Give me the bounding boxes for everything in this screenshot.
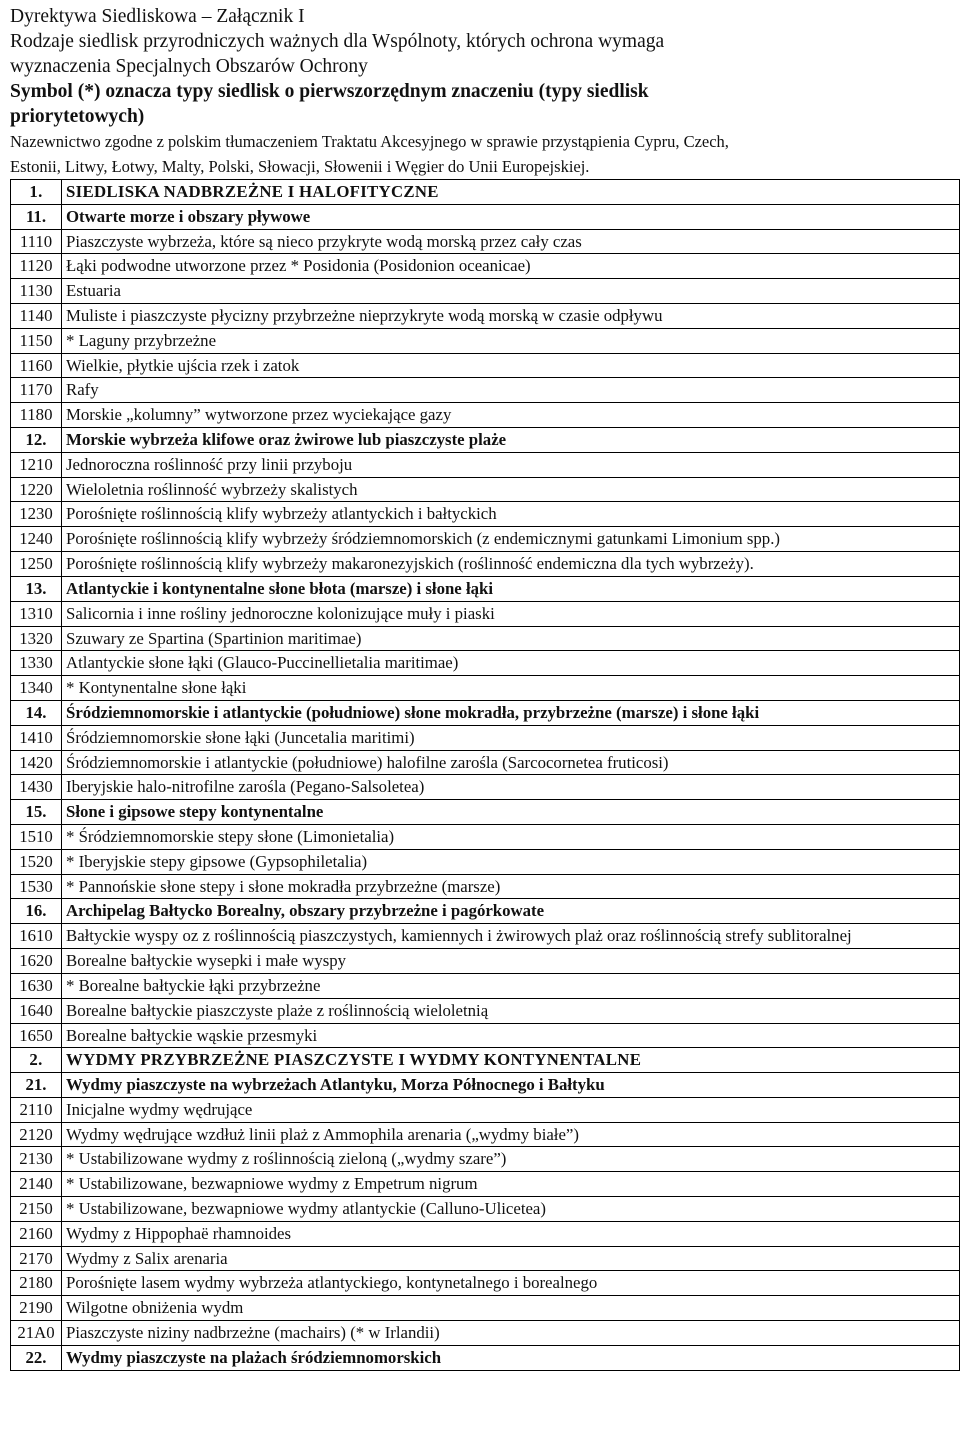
habitat-code: 1170 [11, 378, 62, 403]
habitat-code: 1210 [11, 452, 62, 477]
priority-note-line2: priorytetowych) [10, 106, 145, 127]
habitat-code: 1430 [11, 775, 62, 800]
priority-note-line1: Symbol (*) oznacza typy siedlisk o pierwszorzędnym znaczeniu (typy siedlisk [10, 81, 649, 102]
habitat-code: 1620 [11, 949, 62, 974]
naming-note-line1: Nazewnictwo zgodne z polskim tłumaczeniem Traktatu Akcesyjnego w sprawie przystąpienia Cypru, Czech, [10, 132, 729, 151]
habitat-table [10, 179, 960, 1371]
habitat-code: 2160 [11, 1221, 62, 1246]
habitat-code: 1420 [11, 750, 62, 775]
table-row [11, 328, 960, 353]
habitat-name: Jednoroczna roślinność przy linii przyboju [62, 452, 960, 477]
subsection-row [11, 1345, 960, 1370]
habitat-name: SIEDLISKA NADBRZEŻNE I HALOFITYCZNE [62, 180, 960, 205]
habitat-name: Rafy [62, 378, 960, 403]
habitat-name: Wilgotne obniżenia wydm [62, 1296, 960, 1321]
habitat-name: Iberyjskie halo-nitrofilne zarośla (Pegano-Salsoletea) [62, 775, 960, 800]
habitat-name: Porośnięte roślinnością klify wybrzeży makaronezyjskich (roślinność endemiczna dla tych wybrzeży). [62, 552, 960, 577]
habitat-code: 1310 [11, 601, 62, 626]
habitat-name: Borealne bałtyckie piaszczyste plaże z roślinnością wieloletnią [62, 998, 960, 1023]
habitat-name: * Pannońskie słone stepy i słone mokradła przybrzeżne (marsze) [62, 874, 960, 899]
habitat-name: Słone i gipsowe stepy kontynentalne [62, 800, 960, 825]
habitat-code: 1180 [11, 403, 62, 428]
table-row [11, 775, 960, 800]
subsection-row [11, 800, 960, 825]
habitat-name: * Śródziemnomorskie stepy słone (Limonietalia) [62, 824, 960, 849]
habitat-name: Piaszczyste wybrzeża, które są nieco przykryte wodą morską przez cały czas [62, 229, 960, 254]
table-row [11, 477, 960, 502]
table-row [11, 750, 960, 775]
table-row [11, 303, 960, 328]
table-row [11, 824, 960, 849]
document-subtitle-line2: wyznaczenia Specjalnych Obszarów Ochrony [10, 56, 368, 77]
habitat-name: Śródziemnomorskie słone łąki (Juncetalia maritimi) [62, 725, 960, 750]
habitat-name: WYDMY PRZYBRZEŻNE PIASZCZYSTE I WYDMY KONTYNENTALNE [62, 1048, 960, 1073]
subsection-row [11, 427, 960, 452]
table-row [11, 1271, 960, 1296]
habitat-name: * Ustabilizowane wydmy z roślinnością zieloną („wydmy szare”) [62, 1147, 960, 1172]
habitat-code: 1130 [11, 279, 62, 304]
habitat-code: 2. [11, 1048, 62, 1073]
table-row [11, 1296, 960, 1321]
habitat-code: 1640 [11, 998, 62, 1023]
habitat-name: Wydmy z Hippophaë rhamnoides [62, 1221, 960, 1246]
table-row [11, 849, 960, 874]
habitat-code: 2120 [11, 1122, 62, 1147]
habitat-name: Wydmy wędrujące wzdłuż linii plaż z Ammophila arenaria („wydmy białe”) [62, 1122, 960, 1147]
habitat-code: 1. [11, 180, 62, 205]
habitat-name: Porośnięte lasem wydmy wybrzeża atlantyckiego, kontynetalnego i borealnego [62, 1271, 960, 1296]
document-subtitle-line1: Rodzaje siedlisk przyrodniczych ważnych dla Wspólnoty, których ochrona wymaga [10, 31, 665, 52]
section-row [11, 180, 960, 205]
habitat-name: * Ustabilizowane, bezwapniowe wydmy z Empetrum nigrum [62, 1172, 960, 1197]
habitat-code: 2130 [11, 1147, 62, 1172]
habitat-name: Porośnięte roślinnością klify wybrzeży śródziemnomorskich (z endemicznymi gatunkami Limonium spp.) [62, 527, 960, 552]
habitat-name: Szuwary ze Spartina (Spartinion maritimae) [62, 626, 960, 651]
habitat-code: 13. [11, 576, 62, 601]
subsection-row [11, 700, 960, 725]
habitat-name: Wielkie, płytkie ujścia rzek i zatok [62, 353, 960, 378]
table-row [11, 254, 960, 279]
habitat-code: 1150 [11, 328, 62, 353]
habitat-code: 1110 [11, 229, 62, 254]
table-row [11, 973, 960, 998]
table-row [11, 378, 960, 403]
habitat-name: * Borealne bałtyckie łąki przybrzeżne [62, 973, 960, 998]
habitat-code: 1320 [11, 626, 62, 651]
habitat-code: 11. [11, 204, 62, 229]
habitat-code: 1220 [11, 477, 62, 502]
section-row [11, 1048, 960, 1073]
table-row [11, 949, 960, 974]
table-row [11, 403, 960, 428]
habitat-code: 1160 [11, 353, 62, 378]
habitat-name: * Laguny przybrzeżne [62, 328, 960, 353]
table-row [11, 279, 960, 304]
table-row [11, 1321, 960, 1346]
habitat-name: Muliste i piaszczyste płycizny przybrzeżne nieprzykryte wodą morską w czasie odpływu [62, 303, 960, 328]
habitat-name: Bałtyckie wyspy oz z roślinnością piaszczystych, kamiennych i żwirowych plaż oraz roślinnością strefy sublitoralnej [62, 924, 960, 949]
habitat-code: 1630 [11, 973, 62, 998]
habitat-name: * Ustabilizowane, bezwapniowe wydmy atlantyckie (Calluno-Ulicetea) [62, 1197, 960, 1222]
habitat-name: * Kontynentalne słone łąki [62, 676, 960, 701]
habitat-code: 12. [11, 427, 62, 452]
table-row [11, 651, 960, 676]
table-row [11, 552, 960, 577]
table-row [11, 1221, 960, 1246]
habitat-code: 2150 [11, 1197, 62, 1222]
table-row [11, 452, 960, 477]
table-row [11, 676, 960, 701]
habitat-code: 2170 [11, 1246, 62, 1271]
subsection-row [11, 1073, 960, 1098]
table-row [11, 725, 960, 750]
habitat-code: 2190 [11, 1296, 62, 1321]
table-row [11, 527, 960, 552]
habitat-name: Morskie „kolumny” wytworzone przez wyciekające gazy [62, 403, 960, 428]
table-row [11, 229, 960, 254]
habitat-code: 1120 [11, 254, 62, 279]
table-row [11, 1097, 960, 1122]
subsection-row [11, 204, 960, 229]
table-row [11, 1147, 960, 1172]
table-row [11, 1023, 960, 1048]
habitat-code: 2110 [11, 1097, 62, 1122]
habitat-code: 1230 [11, 502, 62, 527]
habitat-name: Porośnięte roślinnością klify wybrzeży atlantyckich i bałtyckich [62, 502, 960, 527]
habitat-code: 1610 [11, 924, 62, 949]
habitat-code: 1240 [11, 527, 62, 552]
habitat-table-body [11, 180, 960, 1371]
habitat-code: 2140 [11, 1172, 62, 1197]
table-row [11, 1122, 960, 1147]
habitat-name: Otwarte morze i obszary pływowe [62, 204, 960, 229]
table-row [11, 874, 960, 899]
habitat-name: Borealne bałtyckie wysepki i małe wyspy [62, 949, 960, 974]
naming-note-line2: Estonii, Litwy, Łotwy, Malty, Polski, Słowacji, Słowenii i Węgier do Unii Europejskiej. [10, 157, 590, 176]
habitat-code: 1340 [11, 676, 62, 701]
habitat-code: 1250 [11, 552, 62, 577]
habitat-name: * Iberyjskie stepy gipsowe (Gypsophiletalia) [62, 849, 960, 874]
habitat-code: 1650 [11, 1023, 62, 1048]
habitat-code: 21A0 [11, 1321, 62, 1346]
habitat-code: 2180 [11, 1271, 62, 1296]
table-row [11, 353, 960, 378]
habitat-name: Wydmy piaszczyste na plażach śródziemnomorskich [62, 1345, 960, 1370]
table-row [11, 1172, 960, 1197]
habitat-code: 1510 [11, 824, 62, 849]
habitat-code: 1530 [11, 874, 62, 899]
habitat-name: Salicornia i inne rośliny jednoroczne kolonizujące muły i piaski [62, 601, 960, 626]
subsection-row [11, 899, 960, 924]
habitat-name: Łąki podwodne utworzone przez * Posidonia (Posidonion oceanicae) [62, 254, 960, 279]
table-row [11, 998, 960, 1023]
table-row [11, 924, 960, 949]
table-row [11, 502, 960, 527]
habitat-name: Piaszczyste niziny nadbrzeżne (machairs) (* w Irlandii) [62, 1321, 960, 1346]
table-row [11, 1246, 960, 1271]
habitat-code: 16. [11, 899, 62, 924]
habitat-code: 1520 [11, 849, 62, 874]
habitat-name: Morskie wybrzeża klifowe oraz żwirowe lub piaszczyste plaże [62, 427, 960, 452]
subsection-row [11, 576, 960, 601]
habitat-code: 15. [11, 800, 62, 825]
habitat-code: 1410 [11, 725, 62, 750]
habitat-code: 1330 [11, 651, 62, 676]
habitat-code: 21. [11, 1073, 62, 1098]
habitat-name: Inicjalne wydmy wędrujące [62, 1097, 960, 1122]
habitat-name: Atlantyckie i kontynentalne słone błota (marsze) i słone łąki [62, 576, 960, 601]
habitat-name: Wieloletnia roślinność wybrzeży skalistych [62, 477, 960, 502]
document-title: Dyrektywa Siedliskowa – Załącznik I [10, 6, 305, 27]
table-row [11, 626, 960, 651]
habitat-code: 1140 [11, 303, 62, 328]
habitat-name: Śródziemnomorskie i atlantyckie (południowe) halofilne zarośla (Sarcocornetea fruticosi) [62, 750, 960, 775]
habitat-name: Wydmy z Salix arenaria [62, 1246, 960, 1271]
table-row [11, 601, 960, 626]
habitat-name: Wydmy piaszczyste na wybrzeżach Atlantyku, Morza Północnego i Bałtyku [62, 1073, 960, 1098]
habitat-name: Archipelag Bałtycko Borealny, obszary przybrzeżne i pagórkowate [62, 899, 960, 924]
habitat-name: Śródziemnomorskie i atlantyckie (południowe) słone mokradła, przybrzeżne (marsze) i słone łąki [62, 700, 960, 725]
habitat-code: 22. [11, 1345, 62, 1370]
habitat-code: 14. [11, 700, 62, 725]
habitat-name: Estuaria [62, 279, 960, 304]
table-row [11, 1197, 960, 1222]
habitat-name: Borealne bałtyckie wąskie przesmyki [62, 1023, 960, 1048]
habitat-name: Atlantyckie słone łąki (Glauco-Puccinellietalia maritimae) [62, 651, 960, 676]
